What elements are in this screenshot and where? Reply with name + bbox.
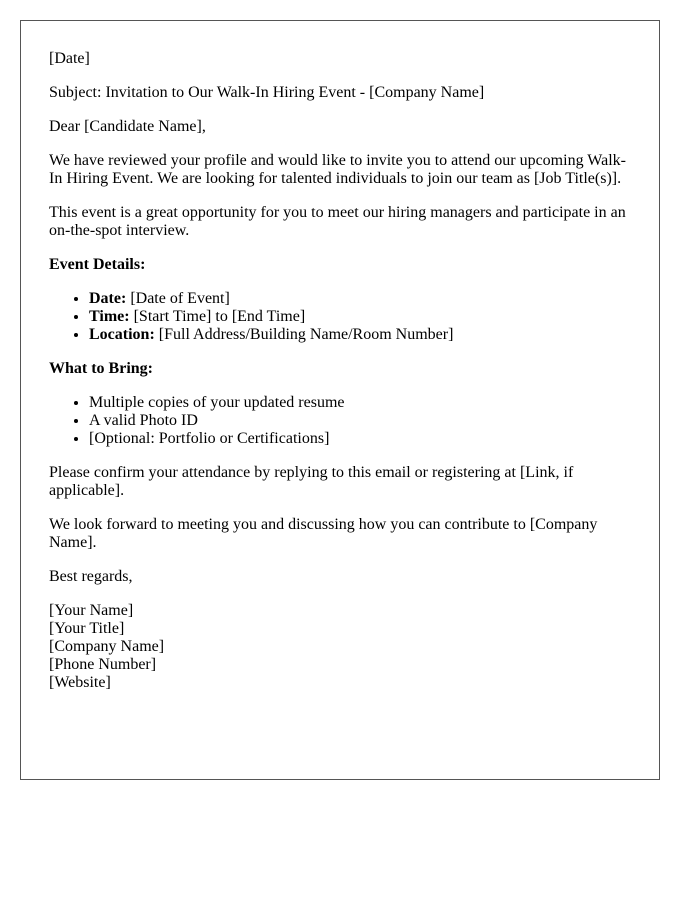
signature-company: [Company Name]: [49, 638, 165, 655]
signature-phone: [Phone Number]: [49, 656, 157, 673]
signature-block: [49, 602, 631, 692]
what-to-bring-heading: What to Bring:: [49, 360, 153, 377]
signature-name: [Your Name]: [49, 602, 134, 619]
letter-paragraph-confirm: Please confirm your attendance by replying to this email or registering at [Link, if applicable].: [49, 464, 574, 499]
bring-item: • Multiple copies of your updated resume: [89, 394, 631, 412]
bring-item: • A valid Photo ID: [89, 412, 631, 430]
signature-website: [Website]: [49, 674, 111, 691]
letter-paragraph-invitation: We have reviewed your profile and would like to invite you to attend our upcoming Walk-In Hiring Event. We are looking for talented individuals to join our team as [Job Title(s)].: [49, 152, 626, 187]
event-details-heading: Event Details:: [49, 256, 146, 273]
event-detail-label: Location:: [89, 326, 155, 343]
event-details-list: [49, 290, 631, 344]
letter-container: [20, 20, 660, 780]
letter-paragraph-opportunity: This event is a great opportunity for you to meet our hiring managers and participate in an on-the-spot interview.: [49, 204, 626, 239]
what-to-bring-list: [49, 394, 631, 448]
letter-subject: Subject: Invitation to Our Walk-In Hiring Event - [Company Name]: [49, 84, 485, 101]
letter-date: [Date]: [49, 50, 90, 67]
event-detail-label: Time:: [89, 308, 130, 325]
letter-paragraph-closing-remark: We look forward to meeting you and discussing how you can contribute to [Company Name].: [49, 516, 598, 551]
event-detail-value: [Date of Event]: [126, 290, 230, 307]
event-detail-location: [89, 326, 631, 344]
signature-title: [Your Title]: [49, 620, 125, 637]
event-detail-label: Date:: [89, 290, 127, 307]
event-detail-time: [89, 308, 631, 326]
event-detail-date: [89, 290, 631, 308]
event-detail-value: [Start Time] to [End Time]: [129, 308, 306, 325]
letter-closing: Best regards,: [49, 568, 133, 585]
bring-item: • [Optional: Portfolio or Certifications]: [89, 430, 631, 448]
event-detail-value: [Full Address/Building Name/Room Number]: [154, 326, 454, 343]
letter-salutation: Dear [Candidate Name],: [49, 118, 206, 135]
